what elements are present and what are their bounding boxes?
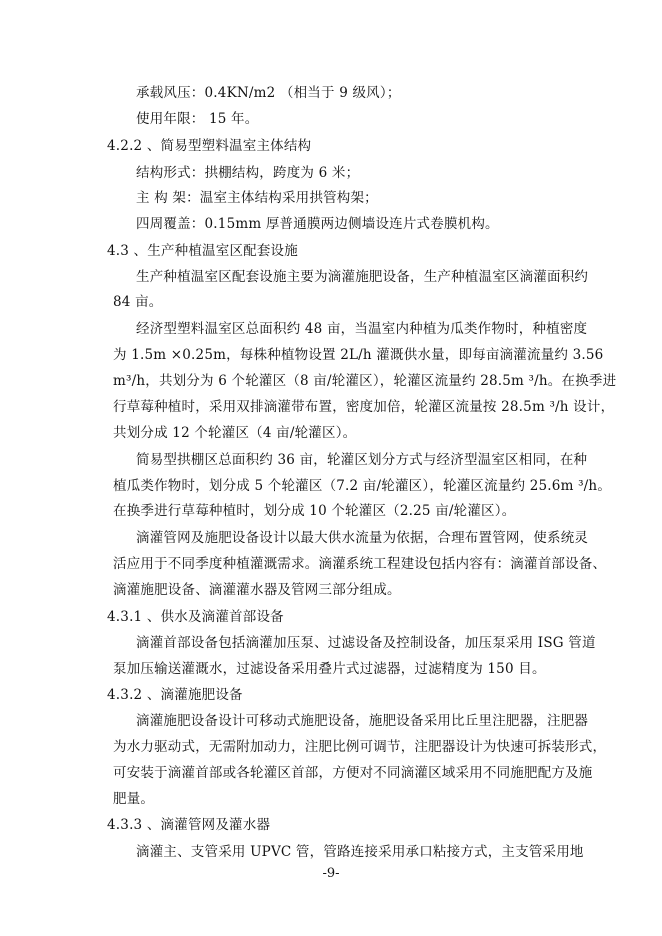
paragraph-line: 植瓜类作物时，划分成 5 个轮灌区（7.2 亩/轮灌区），轮灌区流量约 25.6m ³/h。 bbox=[113, 478, 612, 494]
paragraph-line: 经济型塑料温室区总面积约 48 亩，当温室内种植为瓜类作物时，种植密度 bbox=[136, 321, 588, 337]
paragraph-line: 生产种植温室区配套设施主要为滴灌施肥设备，生产种植温室区滴灌面积约 bbox=[136, 269, 589, 285]
spec-structure-form: 结构形式：拱棚结构，跨度为 6 米； bbox=[136, 165, 360, 181]
heading-4-2-2: 4.2.2 、简易型塑料温室主体结构 bbox=[107, 138, 312, 154]
heading-4-3: 4.3 、生产种植温室区配套设施 bbox=[107, 243, 298, 259]
paragraph-line: 泵加压输送灌溉水，过滤设备采用叠片式过滤器，过滤精度为 150 目。 bbox=[113, 661, 546, 677]
spec-cover: 四周覆盖：0.15mm 厚普通膜两边侧墙设连片式卷膜机构。 bbox=[136, 216, 499, 232]
paragraph-line: 肥量。 bbox=[113, 791, 155, 807]
paragraph-line: 活应用于不同季度种植灌溉需求。滴灌系统工程建设包括内容有：滴灌首部设备、 bbox=[113, 556, 607, 572]
paragraph-line: 84 亩。 bbox=[113, 294, 163, 310]
paragraph-line: 共划分成 12 个轮灌区（4 亩/轮灌区）。 bbox=[113, 425, 357, 441]
paragraph-line: 滴灌施肥设备设计可移动式施肥设备，施肥设备采用比丘里注肥器，注肥器 bbox=[136, 713, 589, 729]
spec-service-life: 使用年限： 15 年。 bbox=[136, 111, 259, 127]
paragraph-line: m³/h，共划分为 6 个轮灌区（8 亩/轮灌区），轮灌区流量约 28.5m ³/h。在换季进 bbox=[113, 373, 617, 389]
heading-4-3-2: 4.3.2 、滴灌施肥设备 bbox=[107, 687, 243, 703]
paragraph-line: 滴灌首部设备包括滴灌加压泵、过滤设备及控制设备，加压泵采用 ISG 管道 bbox=[136, 635, 596, 651]
page-number: -9- bbox=[322, 866, 340, 881]
paragraph-line: 为水力驱动式，无需附加动力，注肥比例可调节，注肥器设计为快速可拆装形式， bbox=[113, 739, 607, 755]
paragraph-line: 滴灌施肥设备、滴灌灌水器及管网三部分组成。 bbox=[113, 582, 401, 598]
spec-main-frame: 主 构 架：温室主体结构采用拱管构架； bbox=[136, 190, 378, 206]
paragraph-line: 行草莓种植时，采用双排滴灌带布置，密度加倍，轮灌区流量按 28.5m ³/h 设计， bbox=[113, 399, 615, 415]
heading-4-3-3: 4.3.3 、滴灌管网及灌水器 bbox=[107, 817, 271, 833]
spec-wind-load: 承载风压：0.4KN/m2 （相当于 9 级风）； bbox=[136, 85, 401, 101]
heading-4-3-1: 4.3.1 、供水及滴灌首部设备 bbox=[107, 609, 284, 625]
paragraph-line: 为 1.5m ×0.25m，每株种植物设置 2L/h 灌溉供水量，即每亩滴灌流量约 3.56 bbox=[113, 347, 604, 363]
paragraph-line: 滴灌主、支管采用 UPVC 管，管路连接采用承口粘接方式，主支管采用地 bbox=[136, 844, 584, 860]
paragraph-line: 滴灌管网及施肥设备设计以最大供水流量为依据，合理布置管网，使系统灵 bbox=[136, 530, 589, 546]
paragraph-line: 可安装于滴灌首部或各轮灌区首部，方便对不同滴灌区域采用不同施肥配方及施 bbox=[113, 765, 593, 781]
paragraph-line: 在换季进行草莓种植时，划分成 10 个轮灌区（2.25 亩/轮灌区）。 bbox=[113, 503, 516, 519]
paragraph-line: 简易型拱棚区总面积约 36 亩，轮灌区划分方式与经济型温室区相同，在种 bbox=[136, 452, 588, 468]
